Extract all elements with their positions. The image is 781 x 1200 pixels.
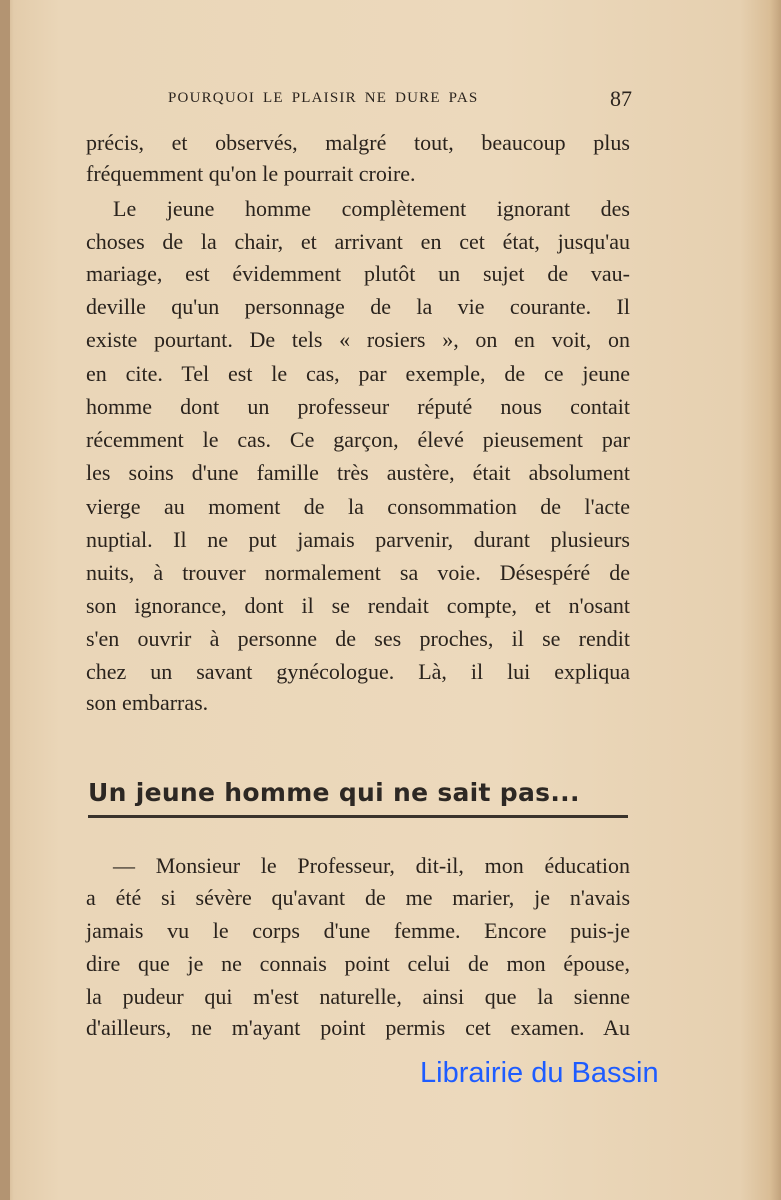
text-line: Le jeune homme complètement ignorant des	[113, 196, 630, 221]
text-line: nuits, à trouver normalement sa voie. Désespéré de	[86, 560, 630, 585]
text-line: précis, et observés, malgré tout, beaucoup plus	[86, 130, 630, 155]
text-line: chez un savant gynécologue. Là, il lui expliqua	[86, 659, 630, 684]
text-line: s'en ouvrir à personne de ses proches, il se rendit	[86, 626, 630, 651]
heading-underline	[88, 815, 628, 818]
text-line: existe pourtant. De tels « rosiers », on en voit, on	[86, 327, 630, 352]
running-header	[168, 86, 632, 110]
page-number: 87	[610, 86, 632, 111]
watermark: Librairie du Bassin	[420, 1057, 659, 1089]
text-line: les soins d'une famille très austère, était absolument	[86, 460, 630, 485]
text-line: a été si sévère qu'avant de me marier, je n'avais	[86, 885, 630, 910]
page-edge	[0, 0, 10, 1200]
text-line: nuptial. Il ne put jamais parvenir, durant plusieurs	[86, 527, 630, 552]
section-heading: Un jeune homme qui ne sait pas...	[88, 778, 580, 807]
text-line: vierge au moment de la consommation de l'acte	[86, 494, 630, 519]
text-line: choses de la chair, et arrivant en cet état, jusqu'au	[86, 229, 630, 254]
running-title: POURQUOI LE PLAISIR NE DURE PAS	[168, 90, 479, 106]
text-line: fréquemment qu'on le pourrait croire.	[86, 161, 416, 186]
text-line: récemment le cas. Ce garçon, élevé pieusement par	[86, 427, 630, 452]
text-line: deville qu'un personnage de la vie courante. Il	[86, 294, 630, 319]
text-line: dire que je ne connais point celui de mon épouse,	[86, 951, 630, 976]
text-line: son ignorance, dont il se rendait compte, et n'osant	[86, 593, 630, 618]
text-line: mariage, est évidemment plutôt un sujet de vau-	[86, 261, 630, 286]
text-line: son embarras.	[86, 690, 209, 715]
text-line: — Monsieur le Professeur, dit-il, mon éducation	[113, 853, 630, 878]
text-line: homme dont un professeur réputé nous contait	[86, 394, 630, 419]
text-line: en cite. Tel est le cas, par exemple, de ce jeune	[86, 361, 630, 386]
text-line: jamais vu le corps d'une femme. Encore puis-je	[86, 918, 630, 943]
text-line: la pudeur qui m'est naturelle, ainsi que la sienne	[86, 984, 630, 1009]
text-line: d'ailleurs, ne m'ayant point permis cet examen. Au	[86, 1015, 630, 1040]
